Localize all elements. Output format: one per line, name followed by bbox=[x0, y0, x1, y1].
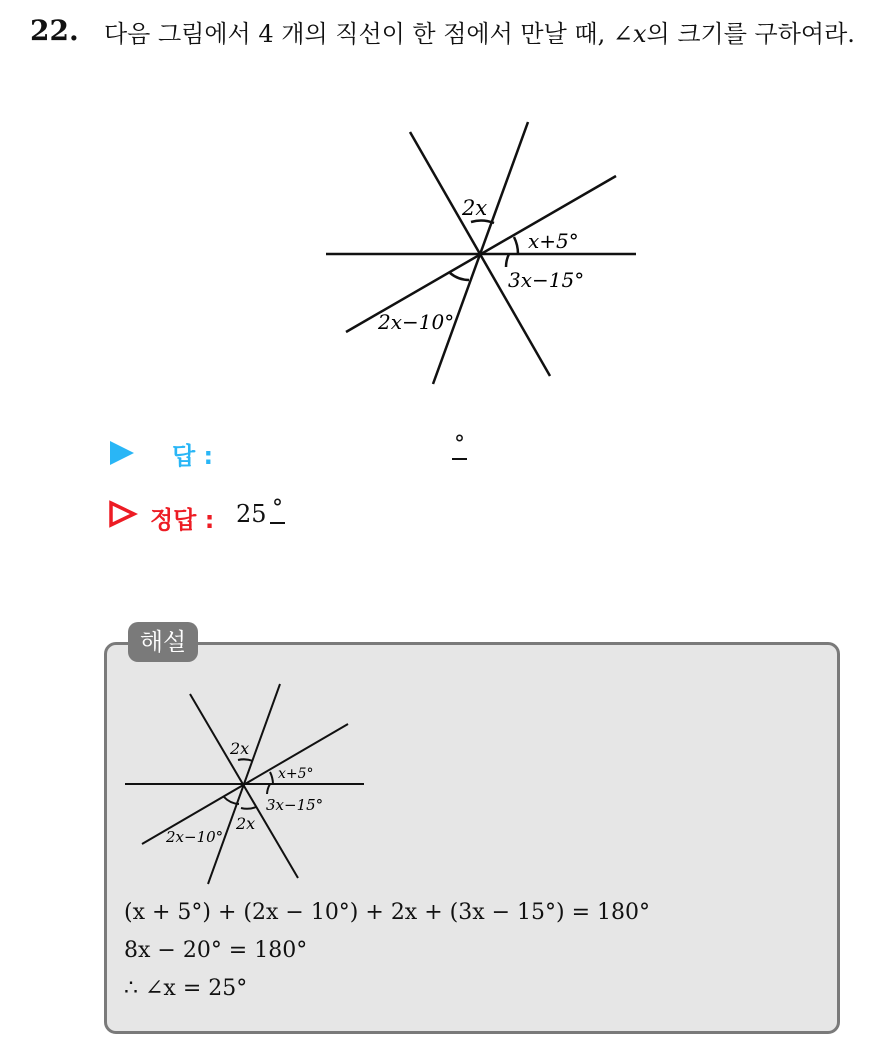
arc-right-lower bbox=[506, 254, 509, 267]
question-number: 22. bbox=[30, 14, 79, 47]
answer-triangle-icon bbox=[110, 441, 134, 465]
sol-label-angle-right-upper: x+5° bbox=[278, 766, 314, 782]
question-text-before: 다음 그림에서 4 개의 직선이 한 점에서 만날 때, ∠ bbox=[104, 20, 633, 48]
correct-answer-unit: ° bbox=[270, 496, 285, 524]
solution-diagram bbox=[120, 680, 370, 890]
question-text-after: 의 크기를 구하여라. bbox=[646, 20, 855, 48]
lines-diagram bbox=[320, 110, 650, 400]
label-angle-right-lower: 3x−15° bbox=[508, 268, 585, 292]
question-text bbox=[104, 14, 874, 54]
correct-triangle-icon bbox=[108, 500, 138, 528]
solution-line-2: 8x − 20° = 180° bbox=[124, 938, 308, 963]
sol-label-angle-left-lower: 2x−10° bbox=[166, 828, 224, 846]
sol-arc-right-upper bbox=[270, 772, 273, 784]
sol-arc-right-lower bbox=[267, 784, 270, 794]
sol-label-angle-right-lower: 3x−15° bbox=[266, 796, 324, 814]
correct-answer-label: 정답 : bbox=[150, 506, 215, 534]
sol-label-angle-bottom: 2x bbox=[236, 814, 256, 833]
sol-arc-bottom bbox=[241, 807, 256, 809]
arc-top bbox=[471, 221, 494, 223]
solution-badge: 해설 bbox=[128, 622, 198, 662]
sol-arc-left-lower bbox=[224, 797, 239, 804]
question-variable: x bbox=[632, 20, 647, 48]
solution-line-1: (x + 5°) + (2x − 10°) + 2x + (3x − 15°) = 180° bbox=[124, 900, 651, 925]
arc-left-lower bbox=[450, 273, 469, 280]
correct-answer-value: 25 bbox=[236, 500, 267, 528]
sol-arc-top bbox=[238, 759, 253, 761]
answer-unit: ° bbox=[452, 432, 467, 460]
sol-label-angle-top: 2x bbox=[230, 739, 250, 758]
label-angle-top: 2x bbox=[462, 196, 488, 220]
label-angle-left-lower: 2x−10° bbox=[378, 310, 455, 334]
arc-right-upper bbox=[514, 237, 518, 254]
solution-line-3: ∴ ∠x = 25° bbox=[124, 976, 248, 1001]
answer-label: 답 : bbox=[172, 442, 214, 470]
label-angle-right-upper: x+5° bbox=[528, 229, 579, 253]
